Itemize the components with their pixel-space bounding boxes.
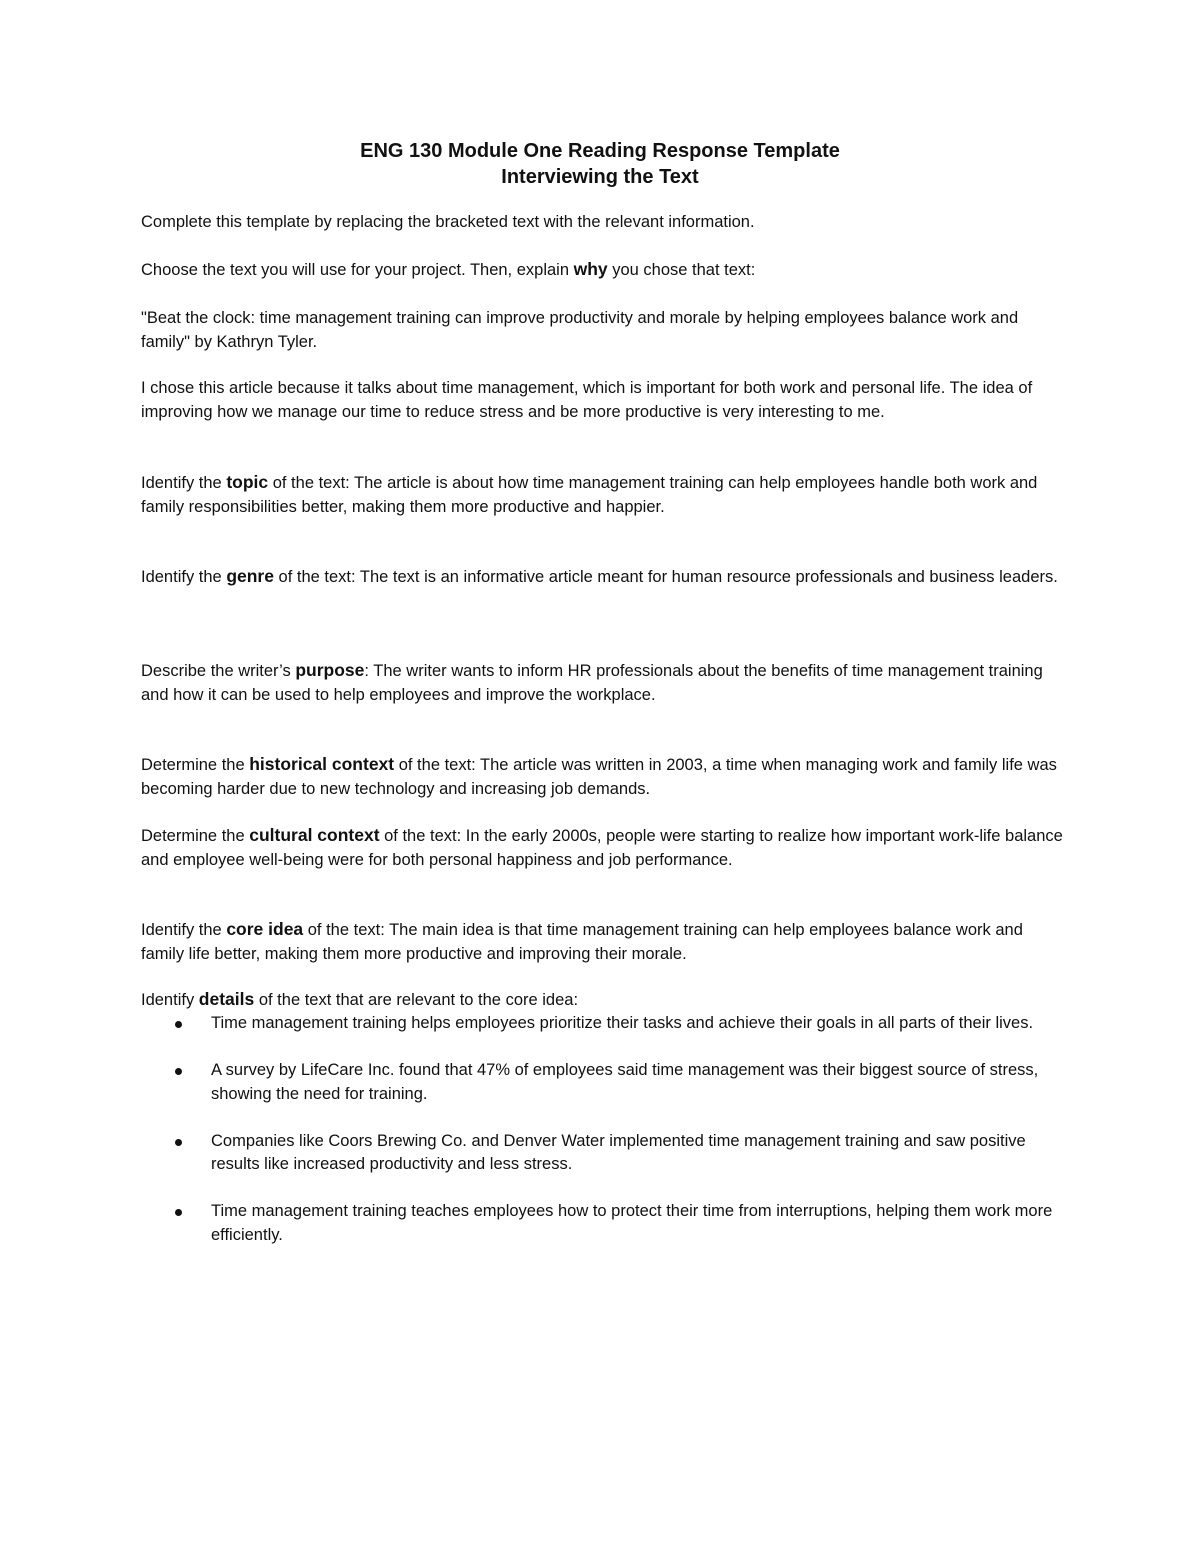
cultural-context-section bbox=[141, 824, 1066, 872]
cultural-keyword: cultural context bbox=[249, 825, 380, 845]
details-list bbox=[141, 1012, 1066, 1271]
purpose-section bbox=[141, 659, 1066, 707]
cultural-mid: of the text: bbox=[379, 827, 466, 845]
list-item bbox=[141, 1200, 1066, 1247]
cultural-answer: In the early 2000s, people were starting to realize how important work-life balance and employee well-being were for both personal happiness and job performance. bbox=[141, 827, 1063, 869]
bullet-icon bbox=[175, 1139, 182, 1146]
purpose-keyword: purpose bbox=[295, 660, 365, 680]
historical-keyword: historical context bbox=[249, 754, 395, 774]
list-item-text: Time management training helps employees prioritize their tasks and achieve their goals in all parts of their lives. bbox=[211, 1014, 1034, 1032]
genre-answer: The text is an informative article meant for human resource professionals and business leaders. bbox=[359, 568, 1058, 586]
historical-context-section bbox=[141, 753, 1066, 801]
choose-prompt bbox=[141, 258, 1066, 283]
details-heading bbox=[141, 988, 1066, 1013]
topic-answer: The article is about how time management training can help employees handle both work and family responsibilities better, making them more productive and happier. bbox=[141, 474, 1038, 516]
purpose-mid: : bbox=[364, 662, 374, 680]
list-item-text: Companies like Coors Brewing Co. and Denver Water implemented time management training and saw positive results like increased productivity and less stress. bbox=[211, 1131, 1026, 1173]
bullet-icon bbox=[175, 1068, 182, 1075]
title-line-1: ENG 130 Module One Reading Response Template bbox=[360, 140, 840, 162]
reason-paragraph: I chose this article because it talks about time management, which is important for both work and personal life. The idea of improving how we manage our time to reduce stress and be more productive is very interesting to me. bbox=[141, 379, 1033, 421]
core-idea-section bbox=[141, 918, 1066, 966]
core-answer: The main idea is that time management training can help employees balance work and family life better, making them more productive and improving their morale. bbox=[141, 921, 1023, 963]
topic-section bbox=[141, 471, 1066, 519]
purpose-prefix: Describe the writer’s bbox=[141, 662, 296, 680]
historical-prefix: Determine the bbox=[141, 756, 250, 774]
choose-suffix: you chose that text: bbox=[607, 261, 756, 279]
instructions-paragraph: Complete this template by replacing the bracketed text with the relevant information. bbox=[141, 213, 755, 231]
purpose-answer: The writer wants to inform HR professionals about the benefits of time management training and how it can be used to help employees and improve the workplace. bbox=[141, 662, 1043, 704]
historical-answer: The article was written in 2003, a time when managing work and family life was becoming harder due to new technology and increasing job demands. bbox=[141, 756, 1057, 798]
core-prefix: Identify the bbox=[141, 921, 227, 939]
details-prefix: Identify bbox=[141, 991, 199, 1009]
genre-mid: of the text: bbox=[273, 568, 360, 586]
choose-keyword: why bbox=[573, 259, 608, 279]
historical-mid: of the text: bbox=[394, 756, 481, 774]
topic-prefix: Identify the bbox=[141, 474, 227, 492]
bullet-icon bbox=[175, 1021, 182, 1028]
cultural-prefix: Determine the bbox=[141, 827, 250, 845]
document-title bbox=[0, 138, 1200, 190]
topic-keyword: topic bbox=[226, 472, 269, 492]
genre-keyword: genre bbox=[226, 566, 274, 586]
list-item bbox=[141, 1059, 1066, 1106]
genre-prefix: Identify the bbox=[141, 568, 227, 586]
genre-section bbox=[141, 565, 1066, 590]
citation-paragraph: "Beat the clock: time management training can improve productivity and morale by helping employees balance work and family" by Kathryn Tyler. bbox=[141, 309, 1019, 351]
title-line-2: Interviewing the Text bbox=[501, 166, 699, 188]
details-suffix: of the text that are relevant to the core idea: bbox=[254, 991, 579, 1009]
list-item-text: Time management training teaches employees how to protect their time from interruptions, helping them work more efficiently. bbox=[211, 1202, 1053, 1244]
choose-prefix: Choose the text you will use for your project. Then, explain bbox=[141, 261, 574, 279]
bullet-icon bbox=[175, 1209, 182, 1216]
topic-mid: of the text: bbox=[268, 474, 355, 492]
list-item bbox=[141, 1130, 1066, 1177]
list-item bbox=[141, 1012, 1066, 1036]
core-mid: of the text: bbox=[303, 921, 390, 939]
core-keyword: core idea bbox=[226, 919, 304, 939]
list-item-text: A survey by LifeCare Inc. found that 47% of employees said time management was their biggest source of stress, showing the need for training. bbox=[211, 1061, 1039, 1103]
details-keyword: details bbox=[198, 989, 255, 1009]
